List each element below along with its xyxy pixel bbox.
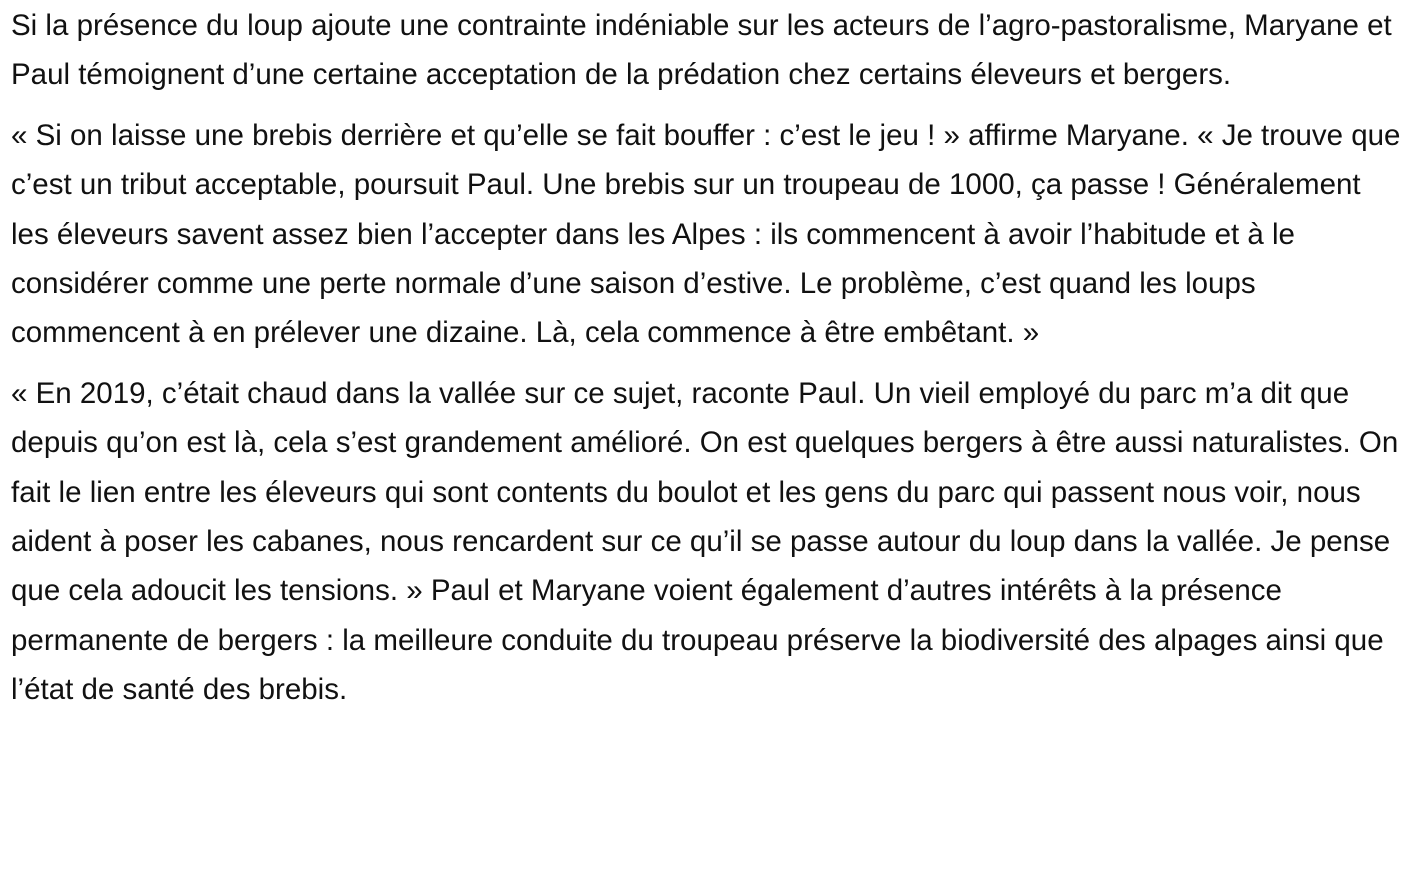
article-body — [11, 0, 1403, 726]
paragraph-acceptable-loss-quote: « Si on laisse une brebis derrière et qu’elle se fait bouffer : c’est le jeu ! » affirme Maryane. « Je trouve que c’est un tribut acceptable, poursuit Paul. Une brebis sur un troupeau de 1000, ça passe ! Généralement les éleveurs savent assez bien l’accepter dans les Alpes : ils commencent à avoir l’habitude et à le considérer comme une perte normale d’une saison d’estive. Le problème, c’est quand les loups commencent à en prélever une dizaine. Là, cela commence à être embêtant. » — [11, 118, 1401, 350]
paragraph-wolf-constraint: Si la présence du loup ajoute une contrainte indéniable sur les acteurs de l’agro-pastoralisme, Maryane et Paul témoignent d’une certaine acceptation de la prédation chez certains éleveurs et bergers. — [11, 9, 1392, 92]
paragraph-valley-tensions-quote: « En 2019, c’était chaud dans la vallée sur ce sujet, raconte Paul. Un vieil employé du parc m’a dit que depuis qu’on est là, cela s’est grandement amélioré. On est quelques bergers à être aussi naturalistes. On fait le lien entre les éleveurs qui sont contents du boulot et les gens du parc qui passent nous voir, nous aident à poser les cabanes, nous rencardent sur ce qu’il se passe autour du loup dans la vallée. Je pense que cela adoucit les tensions. » Paul et Maryane voient également d’autres intérêts à la présence permanente de bergers : la meilleure conduite du troupeau préserve la biodiversité des alpages ainsi que l’état de santé des brebis. — [11, 376, 1399, 707]
